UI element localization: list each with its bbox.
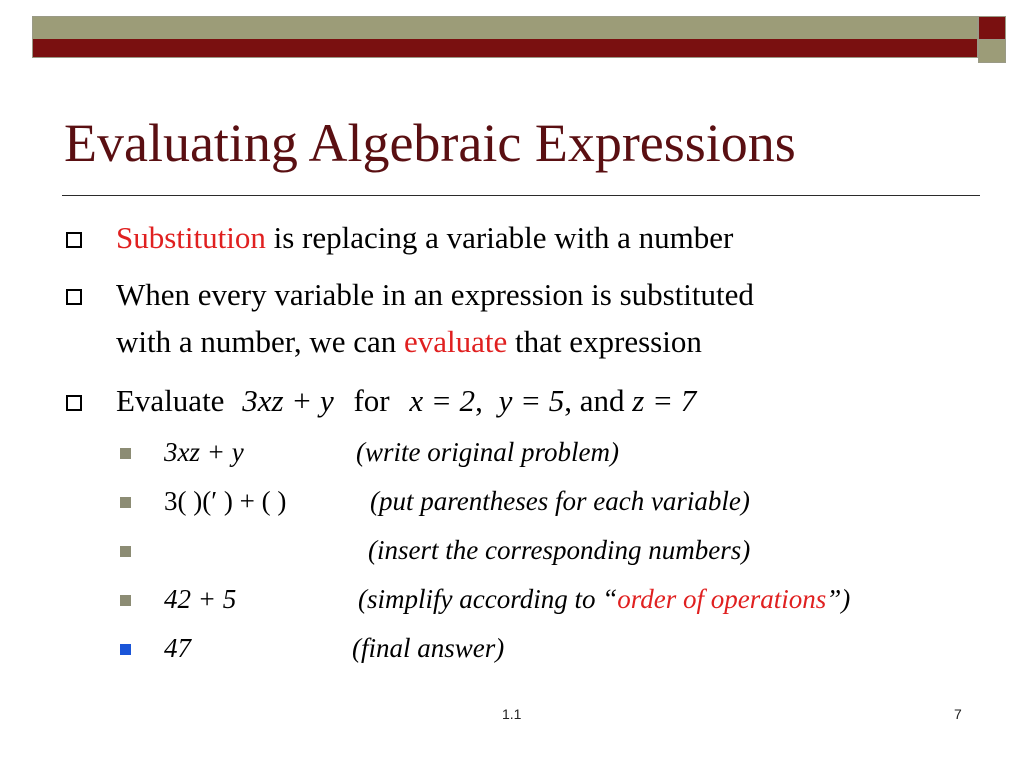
header-band (32, 16, 978, 58)
bullet-evaluate-line1: When every variable in an expression is substituted (116, 277, 754, 312)
filled-square-bullet-icon (120, 497, 131, 508)
slide-number: 7 (954, 706, 962, 722)
step-expression: 3xz + y (164, 437, 244, 467)
step-expression: 3( )(′ ) + ( ) (164, 486, 287, 516)
substitution-term: Substitution (116, 220, 266, 255)
step-expression: 42 + 5 (164, 584, 237, 614)
bullet-substitution (116, 222, 733, 253)
hollow-square-bullet-icon (66, 395, 82, 411)
header-corner-square-top (978, 16, 1006, 40)
header-corner-square-bottom (978, 39, 1006, 63)
task-expression: 3xz + y (242, 383, 334, 418)
footer-section: 1.1 (502, 706, 522, 722)
y-value: y = 5 (498, 383, 565, 418)
evaluate-line2-start: with a number, we can (116, 324, 404, 359)
title-divider (62, 195, 980, 196)
header-band-olive-stripe (33, 17, 977, 39)
step-note: (final answer) (352, 633, 505, 663)
hollow-square-bullet-icon (66, 289, 82, 305)
header-band-maroon-stripe (33, 39, 977, 57)
hollow-square-bullet-icon (66, 232, 82, 248)
x-value: x = 2 (409, 383, 476, 418)
step-note (358, 586, 850, 613)
slide-title: Evaluating Algebraic Expressions (64, 113, 796, 173)
filled-square-bullet-icon (120, 546, 131, 557)
step-note-end: ”) (826, 584, 851, 614)
order-of-operations-term: order of operations (617, 584, 827, 614)
comma: , (475, 383, 483, 418)
filled-square-bullet-icon (120, 644, 131, 655)
filled-square-bullet-icon (120, 595, 131, 606)
evaluate-line2-end: that expression (507, 324, 702, 359)
z-value: z = 7 (632, 383, 697, 418)
bullet-evaluate-task (116, 385, 696, 416)
and-word: , and (564, 383, 625, 418)
for-word: for (353, 383, 390, 418)
step-note-start: (simplify according to “ (358, 584, 618, 614)
bullet-evaluate-line2 (116, 326, 702, 357)
evaluate-term: evaluate (404, 324, 508, 359)
step-note: (write original problem) (356, 437, 619, 467)
filled-square-bullet-icon (120, 448, 131, 459)
step-note: (put parentheses for each variable) (370, 486, 750, 516)
step-note: (insert the corresponding numbers) (368, 535, 751, 565)
evaluate-word: Evaluate (116, 383, 225, 418)
step-expression: 47 (164, 633, 191, 663)
substitution-definition: is replacing a variable with a number (265, 220, 734, 255)
